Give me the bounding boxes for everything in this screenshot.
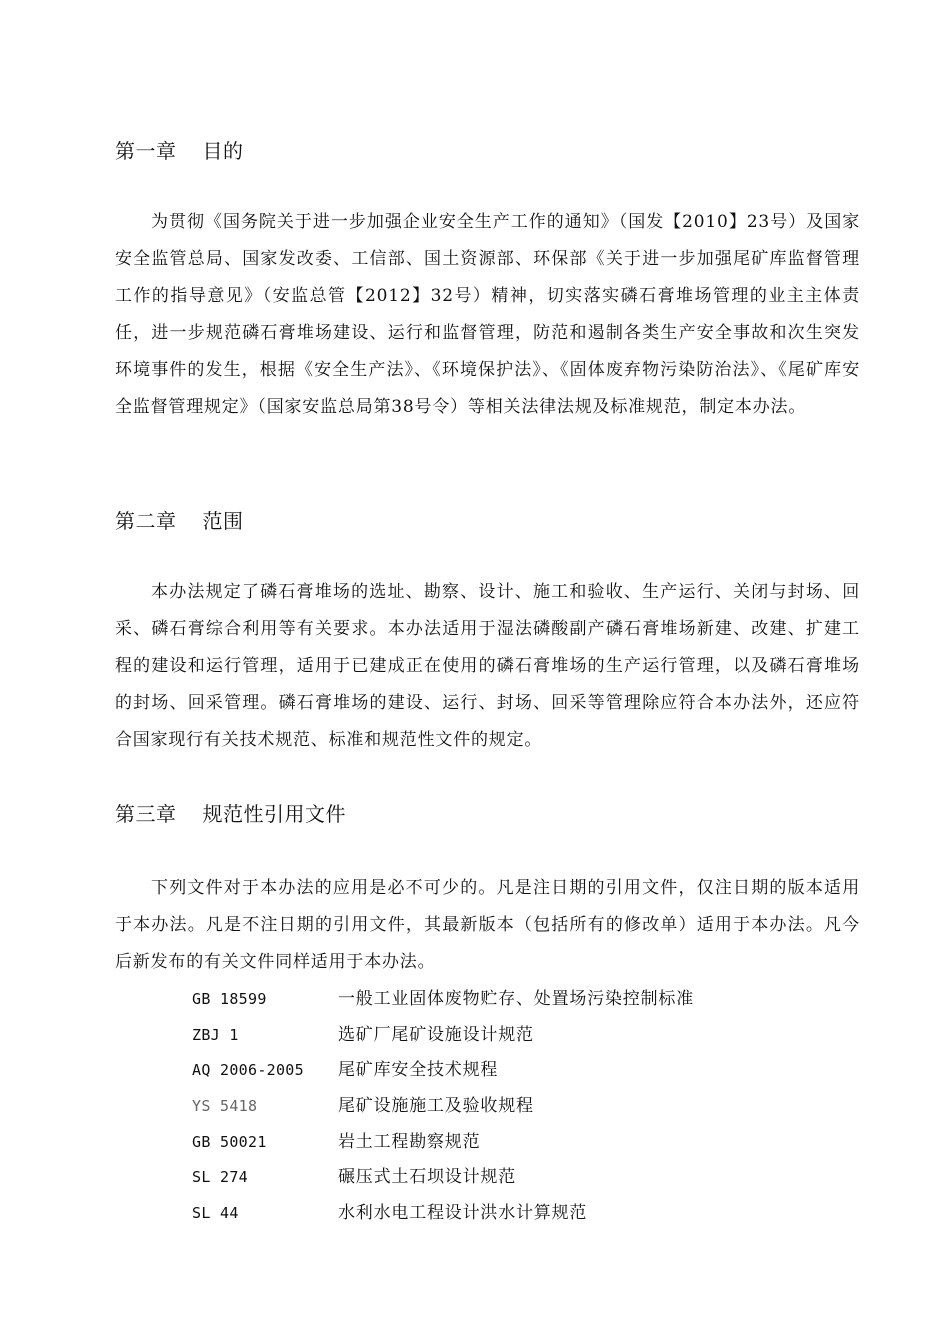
chapter-1-number: 第一章 [115,139,177,163]
chapter-2-paragraph: 本办法规定了磷石膏堆场的选址、勘察、设计、施工和验收、生产运行、关闭与封场、回采、磷石膏综合利用等有关要求。本办法适用于湿法磷酸副产磷石膏堆场新建、改建、扩建工程的建设和运行管理，适用于已建成正在使用的磷石膏堆场的生产运行管理，以及磷石膏堆场的封场、回采管理。磷石膏堆场的建设、运行、封场、回采等管理除应符合本办法外，还应符合国家现行有关技术规范、标准和规范性文件的规定。 [115,582,860,750]
chapter-3-number: 第三章 [115,802,177,826]
chapter-2-title: 范围 [202,509,244,533]
reference-item [192,1160,792,1196]
reference-title: 尾矿库安全技术规程 [338,1060,499,1081]
chapter-2-number: 第二章 [115,509,177,533]
reference-code: SL 44 [192,1204,239,1223]
reference-code: YS 5418 [192,1097,258,1116]
chapter-1-heading [115,137,244,165]
chapter-2-heading [115,507,244,535]
reference-code: GB 50021 [192,1132,267,1151]
reference-title: 碾压式土石坝设计规范 [338,1167,516,1188]
chapter-1-title: 目的 [202,139,244,163]
reference-title: 水利水电工程设计洪水计算规范 [338,1203,588,1224]
reference-title: 岩土工程勘察规范 [338,1131,481,1152]
chapter-3-title: 规范性引用文件 [202,802,346,826]
reference-code: AQ 2006-2005 [192,1061,304,1080]
reference-title: 一般工业固体废物贮存、处置场污染控制标准 [338,989,694,1009]
reference-item [192,1053,792,1089]
reference-title: 选矿厂尾矿设施设计规范 [338,1024,534,1045]
reference-item [192,1018,792,1054]
chapter-1-paragraph: 为贯彻《国务院关于进一步加强企业安全生产工作的通知》（国发【2010】23号）及国家安全监管总局、国家发改委、工信部、国土资源部、环保部《关于进一步加强尾矿库监督管理工作的指导意见》（安监总管【2012】32号）精神，切实落实磷石膏堆场管理的业主主体责任，进一步规范磷石膏堆场建设、运行和监督管理，防范和遏制各类生产安全事故和次生突发环境事件的发生，根据《安全生产法》、《环境保护法》、《固体废弃物污染防治法》、《尾矿库安全监督管理规定》（国家安监总局第38号令）等相关法律法规及标准规范，制定本办法。 [115,212,860,417]
reference-code: GB 18599 [192,990,267,1008]
chapter-3-heading [115,800,346,828]
reference-code: ZBJ 1 [192,1025,239,1044]
chapter-3-paragraph: 下列文件对于本办法的应用是必不可少的。凡是注日期的引用文件，仅注日期的版本适用于本办法。凡是不注日期的引用文件，其最新版本（包括所有的修改单）适用于本办法。凡今后新发布的有关文件同样适用于本办法。 [115,878,860,972]
reference-item [192,1089,792,1125]
reference-list [192,982,792,1232]
reference-title: 尾矿设施施工及验收规程 [338,1096,534,1117]
reference-item [192,1125,792,1161]
reference-code: SL 274 [192,1168,248,1187]
reference-item [192,1196,792,1232]
reference-item [192,982,792,1018]
